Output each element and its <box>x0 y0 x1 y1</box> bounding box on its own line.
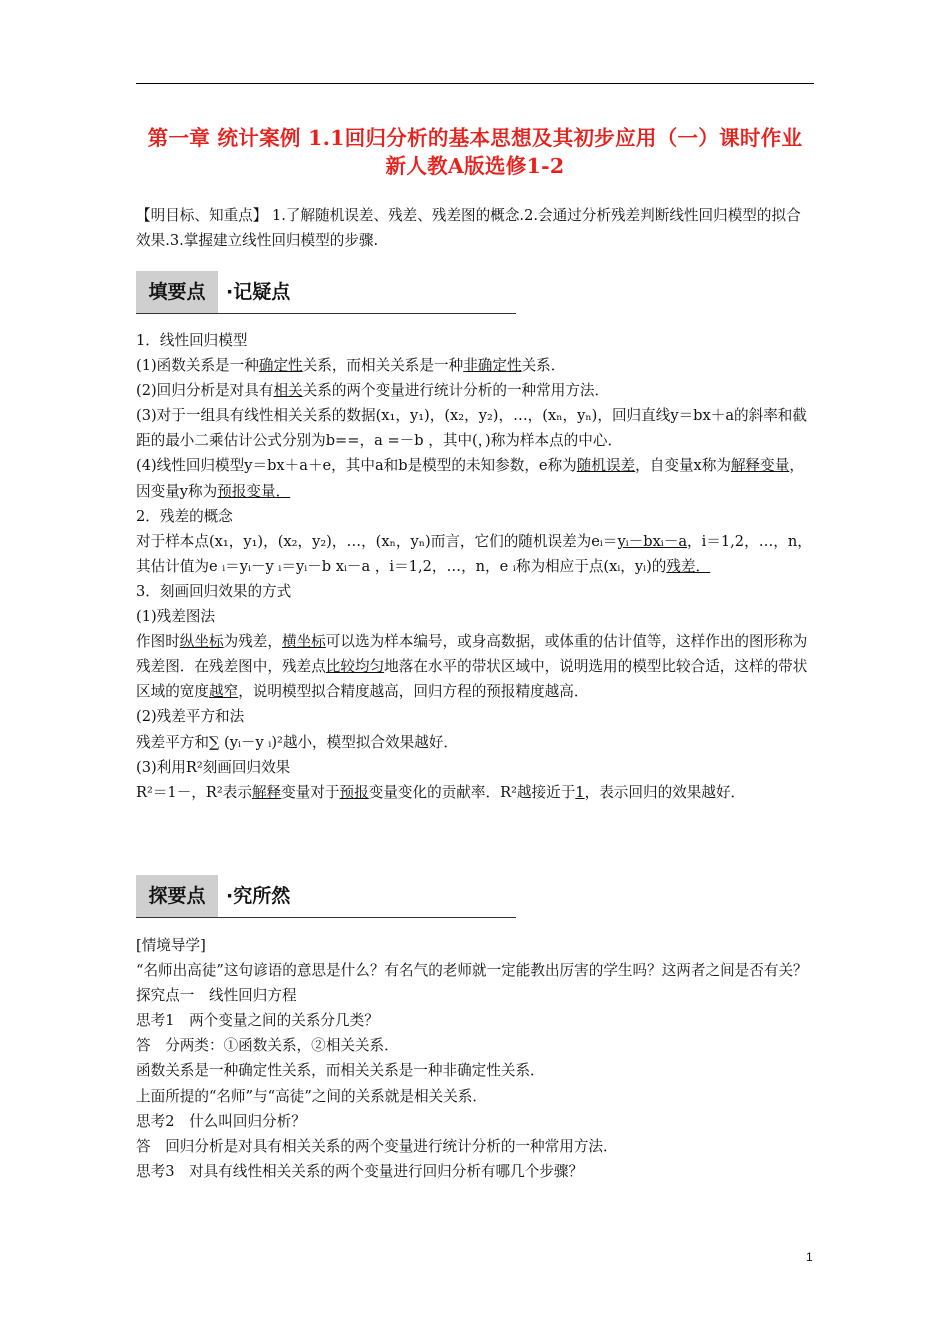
paragraph: 答 分两类：①函数关系，②相关关系． <box>136 1037 399 1055</box>
explore-content <box>136 933 816 1184</box>
fill-answer: 纵坐标 <box>179 633 224 651</box>
fill-answer: 随机误差 <box>576 457 636 475</box>
section-tag: 探要点 <box>136 875 218 917</box>
paragraph: 1．线性回归模型 <box>136 332 248 349</box>
fill-answer: 解释变量 <box>730 457 790 475</box>
fill-answer: yᵢ－bxᵢ－a <box>617 532 688 550</box>
paragraph: 3．刻画回归效果的方式 <box>136 582 292 600</box>
fill-answer: 横坐标 <box>281 633 326 651</box>
paragraph: 答 回归分析是对具有相关关系的两个变量进行统计分析的一种常用方法． <box>136 1137 618 1155</box>
paragraph: 函数关系是一种确定性关系，而相关关系是一种非确定性关系． <box>136 1062 545 1080</box>
fill-answer: 比较均匀 <box>325 658 385 676</box>
paragraph: 思考1 两个变量之间的关系分几类？ <box>136 1012 379 1030</box>
fill-answer: 越窄 <box>208 683 239 701</box>
paragraph: 残差平方和∑ (yᵢ－y ᵢ)²越小，模型拟合效果越好． <box>136 733 458 751</box>
fill-answer: 1 <box>575 783 585 801</box>
fill-answer: 确定性 <box>258 357 303 375</box>
section-subtitle: ·记疑点 <box>226 281 291 303</box>
paragraph: “名师出高徒”这句谚语的意思是什么？有名气的老师就一定能教出厉害的学生吗？这两者之间是否有关？ <box>136 962 808 980</box>
page-title: 第一章 统计案例 1.1回归分析的基本思想及其初步应用（一）课时作业 新人教A版选修1-2 <box>147 126 803 178</box>
section-header-key-points <box>136 271 516 315</box>
paragraph: (2)回归分析是对具有相关关系的两个变量进行统计分析的一种常用方法． <box>136 382 610 400</box>
section-subtitle: ·究所然 <box>226 885 291 907</box>
section-header-explore <box>136 875 516 919</box>
key-points-content <box>136 328 816 805</box>
paragraph: 探究点一 线性回归方程 <box>136 987 297 1005</box>
goal-text: 1.了解随机误差、残差、残差图的概念.2.会通过分析残差判断线性回归模型的拟合效果.3.掌握建立线性回归模型的步骤. <box>136 207 801 249</box>
paragraph: 2．残差的概念 <box>136 507 233 525</box>
learning-goals <box>136 203 814 253</box>
goal-label: 【明目标、知重点】 <box>136 207 268 224</box>
fill-answer: 预报变量． <box>217 482 291 500</box>
paragraph: (1)函数关系是一种确定性关系，而相关关系是一种非确定性关系． <box>136 357 566 375</box>
paragraph: [情境导学] <box>136 937 206 954</box>
fill-answer: 残差． <box>666 557 711 575</box>
paragraph: 思考2 什么叫回归分析？ <box>136 1112 306 1130</box>
fill-answer: 预报 <box>339 783 369 801</box>
fill-answer: 解释 <box>251 783 282 801</box>
paragraph: (3)对于一组具有线性相关关系的数据(x₁，y₁)，(x₂，y₂)，…，(xₙ，yₙ)，回归直线y＝bx＋a的斜率和截距的最小二乘估计公式分别为b==，a =－b ，其中(，)称为样本点的中心． <box>136 407 807 450</box>
paragraph: 思考3 对具有线性相关关系的两个变量进行回归分析有哪几个步骤？ <box>136 1162 584 1180</box>
paragraph: 上面所提的“名师”与“高徒”之间的关系就是相关关系． <box>136 1087 487 1105</box>
paragraph: R²＝1－，R²表示解释变量对于预报变量变化的贡献率．R²越接近于1，表示回归的效果越好． <box>136 783 746 801</box>
section-tag: 填要点 <box>136 271 218 313</box>
fill-answer: 非确定性 <box>463 357 522 375</box>
header-rule <box>136 83 814 84</box>
section-underline <box>136 313 516 314</box>
section-underline <box>136 917 516 918</box>
paragraph: 作图时纵坐标为残差，横坐标可以选为样本编号，或身高数据，或体重的估计值等，这样作出的图形称为残差图．在残差图中，残差点比较均匀地落在水平的带状区域中，说明选用的模型比较合适，这样的带状区域的宽度越窄，说明模型拟合精度越高，回归方程的预报精度越高． <box>136 633 808 701</box>
page-number: 1 <box>806 1250 813 1264</box>
paragraph: (2)残差平方和法 <box>136 708 245 726</box>
paragraph: (4)线性回归模型y＝bx＋a＋e，其中a和b是模型的未知参数，e称为随机误差，自变量x称为解释变量，因变量y称为预报变量． <box>136 457 804 500</box>
paragraph: 对于样本点(x₁，y₁)，(x₂，y₂)，…，(xₙ，yₙ)而言，它们的随机误差为eᵢ＝yᵢ－bxᵢ－a，i＝1,2，…，n，其估计值为e ᵢ＝yᵢ－y ᵢ＝yᵢ－b xᵢ－a ，i＝1,2，…，n，e ᵢ称为相应于点(xᵢ，yᵢ)的残差． <box>136 532 812 575</box>
paragraph: (1)残差图法 <box>136 608 216 626</box>
paragraph: (3)利用R²刻画回归效果 <box>136 758 291 776</box>
fill-answer: 相关 <box>273 382 303 400</box>
